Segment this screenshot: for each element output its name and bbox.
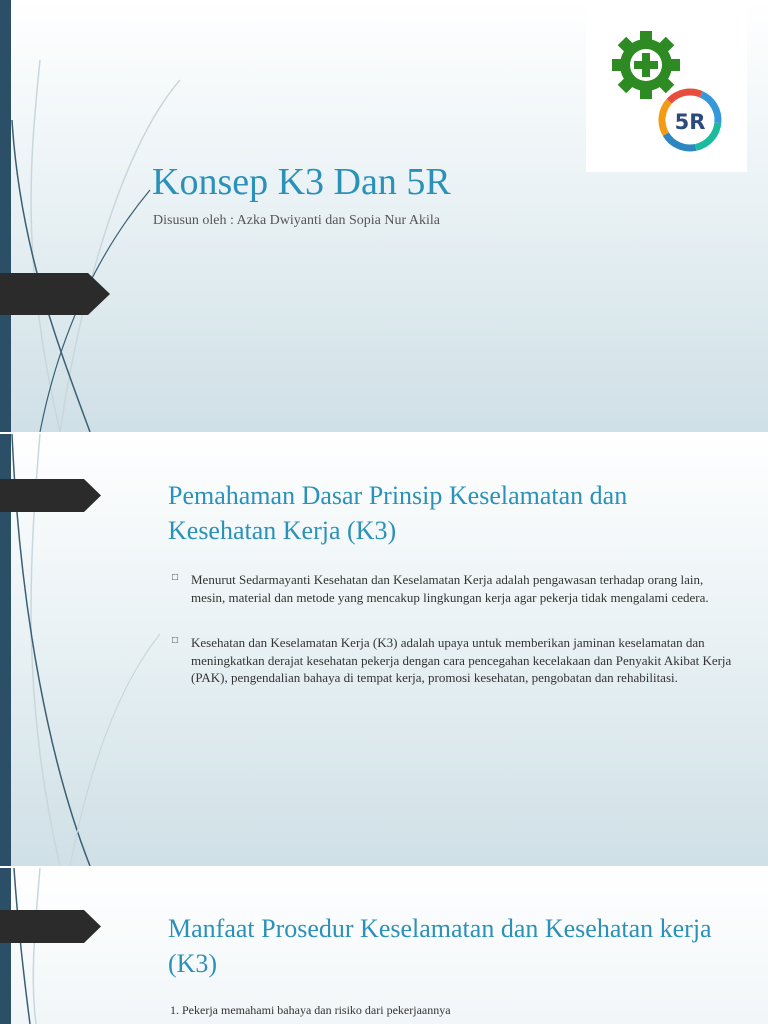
- logo-5r-text: 5R: [674, 110, 706, 134]
- slide-subtitle: Disusun oleh : Azka Dwiyanti dan Sopia Nur Akila: [153, 213, 440, 228]
- arrow-tab: [0, 273, 110, 315]
- slide3-heading: Manfaat Prosedur Keselamatan dan Kesehatan kerja (K3): [168, 914, 712, 978]
- list-item: □ Kesehatan dan Keselamatan Kerja (K3) adalah upaya untuk memberikan jaminan keselamatan dan meningkatkan derajat kesehatan pekerja dengan cara pencegahan kecelakaan dan Penyakit Akibat Kerja (PAK), pengendalian bahaya di tempat kerja, promosi kesehatan, pengobatan dan rehabilitasi.: [172, 634, 732, 687]
- gear-cross-icon: [612, 31, 680, 99]
- list-item: □ Menurut Sedarmayanti Kesehatan dan Keselamatan Kerja adalah pengawasan terhadap orang lain, mesin, material dan metode yang mencakup lingkungan kerja agar pekerja tidak mengalami cedera.: [172, 571, 732, 606]
- bullet-marker: □: [172, 635, 179, 646]
- logo-k3-5r: [586, 0, 747, 172]
- slide2-bullet-list: [172, 571, 732, 715]
- slide-title-text: Konsep K3 Dan 5R: [152, 161, 451, 203]
- arrow-tab: [0, 910, 101, 943]
- slide3-item-1: 1. Pekerja memahami bahaya dan risiko dari pekerjaannya: [170, 1003, 451, 1017]
- arrow-tab: [0, 479, 101, 512]
- slide2-heading: Pemahaman Dasar Prinsip Keselamatan dan Kesehatan Kerja (K3): [168, 481, 628, 545]
- slide-title: [0, 0, 768, 432]
- bullet-marker: □: [172, 572, 179, 583]
